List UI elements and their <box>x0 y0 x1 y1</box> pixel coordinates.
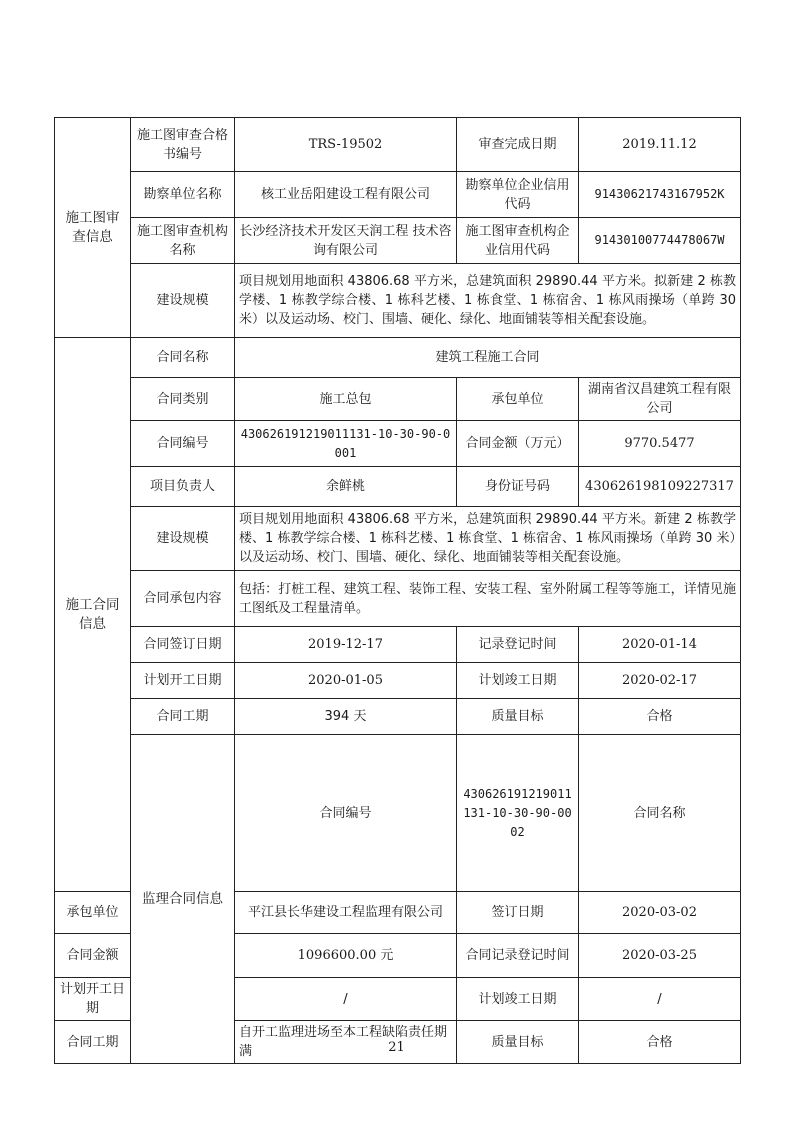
label-contract-scale: 建设规模 <box>131 507 235 571</box>
label-contract-amount: 合同金额（万元） <box>457 421 579 467</box>
label-survey-credit: 勘察单位企业信用代码 <box>457 172 579 218</box>
label-contract-type: 合同类别 <box>131 378 235 421</box>
section-title-supervision-contract: 监理合同信息 <box>131 735 235 1064</box>
label-contractor: 承包单位 <box>457 378 579 421</box>
project-info-table <box>54 117 741 1064</box>
value-record-time: 2020-01-14 <box>579 627 741 663</box>
value-cert-no: TRS-19502 <box>235 118 457 172</box>
section-title-drawing-review: 施工图审查信息 <box>55 118 131 338</box>
label-drawing-scale: 建设规模 <box>131 264 235 338</box>
page-number: 21 <box>388 1040 405 1055</box>
label-contract-name: 合同名称 <box>131 338 235 378</box>
value-supervision-amount: 1096600.00 元 <box>235 934 457 978</box>
value-contract-type: 施工总包 <box>235 378 457 421</box>
label-supervision-contractor: 承包单位 <box>55 892 131 934</box>
label-supervision-record-date: 合同记录登记时间 <box>457 934 579 978</box>
label-supervision-end: 计划竣工日期 <box>457 978 579 1021</box>
label-supervision-start: 计划开工日期 <box>55 978 131 1021</box>
label-supervision-sign-date: 签订日期 <box>457 892 579 934</box>
value-survey-unit: 核工业岳阳建设工程有限公司 <box>235 172 457 218</box>
label-supervision-amount: 合同金额 <box>55 934 131 978</box>
label-contract-content: 合同承包内容 <box>131 571 235 627</box>
value-planned-end: 2020-02-17 <box>579 663 741 699</box>
value-supervision-no: 430626191219011131-10-30-90-0002 <box>457 735 579 892</box>
label-supervision-no: 合同编号 <box>235 735 457 892</box>
label-supervision-period: 合同工期 <box>55 1021 131 1064</box>
section-title-construction-contract: 施工合同信息 <box>55 338 131 892</box>
value-contract-name: 建筑工程施工合同 <box>235 338 741 378</box>
label-supervision-name: 合同名称 <box>579 735 741 892</box>
value-review-date: 2019.11.12 <box>579 118 741 172</box>
value-supervision-start: / <box>235 978 457 1021</box>
label-planned-end: 计划竣工日期 <box>457 663 579 699</box>
value-contract-content: 包括：打桩工程、建筑工程、装饰工程、安装工程、室外附属工程等等施工，详情见施工图纸及工程量清单。 <box>235 571 741 627</box>
value-review-org: 长沙经济技术开发区天润工程 技术咨询有限公司 <box>235 218 457 264</box>
label-review-org-credit: 施工图审查机构企业信用代码 <box>457 218 579 264</box>
label-planned-start: 计划开工日期 <box>131 663 235 699</box>
value-supervision-sign-date: 2020-03-02 <box>579 892 741 934</box>
label-id-number: 身份证号码 <box>457 467 579 507</box>
value-supervision-end: / <box>579 978 741 1021</box>
value-drawing-scale: 项目规划用地面积 43806.68 平方米，总建筑面积 29890.44 平方米。拟新建 2 栋教学楼、1 栋教学综合楼、1 栋科艺楼、1 栋食堂、1 栋宿舍、1 栋风雨操场（单跨 30 米）以及运动场、校门、围墙、硬化、绿化、地面铺装等相关配套设施。 <box>235 264 741 338</box>
label-supervision-quality: 质量目标 <box>457 1021 579 1064</box>
value-contract-period: 394 天 <box>235 699 457 735</box>
value-supervision-contractor: 平江县长华建设工程监理有限公司 <box>235 892 457 934</box>
value-contractor: 湖南省汉昌建筑工程有限公司 <box>579 378 741 421</box>
value-quality-target: 合格 <box>579 699 741 735</box>
value-project-manager: 余鲜桃 <box>235 467 457 507</box>
value-planned-start: 2020-01-05 <box>235 663 457 699</box>
label-contract-period: 合同工期 <box>131 699 235 735</box>
label-sign-date: 合同签订日期 <box>131 627 235 663</box>
value-sign-date: 2019-12-17 <box>235 627 457 663</box>
value-contract-scale: 项目规划用地面积 43806.68 平方米，总建筑面积 29890.44 平方米。新建 2 栋教学楼、1 栋教学综合楼、1 栋科艺楼、1 栋食堂、1 栋宿舍、1 栋风雨操场（单跨 30 米）以及运动场、校门、围墙、硬化、绿化、地面铺装等相关配套设施。 <box>235 507 741 571</box>
value-supervision-quality: 合格 <box>579 1021 741 1064</box>
label-cert-no: 施工图审查合格书编号 <box>131 118 235 172</box>
label-quality-target: 质量目标 <box>457 699 579 735</box>
value-supervision-period: 自开工监理进场至本工程缺陷责任期满 <box>235 1021 457 1064</box>
label-review-org: 施工图审查机构名称 <box>131 218 235 264</box>
value-supervision-record-date: 2020-03-25 <box>579 934 741 978</box>
value-id-number: 430626198109227317 <box>579 467 741 507</box>
value-survey-credit: 91430621743167952K <box>579 172 741 218</box>
value-review-org-credit: 91430100774478067W <box>579 218 741 264</box>
value-contract-amount: 9770.5477 <box>579 421 741 467</box>
label-contract-no: 合同编号 <box>131 421 235 467</box>
value-contract-no: 430626191219011131-10-30-90-0001 <box>235 421 457 467</box>
label-project-manager: 项目负责人 <box>131 467 235 507</box>
label-survey-unit: 勘察单位名称 <box>131 172 235 218</box>
label-record-time: 记录登记时间 <box>457 627 579 663</box>
label-review-date: 审查完成日期 <box>457 118 579 172</box>
